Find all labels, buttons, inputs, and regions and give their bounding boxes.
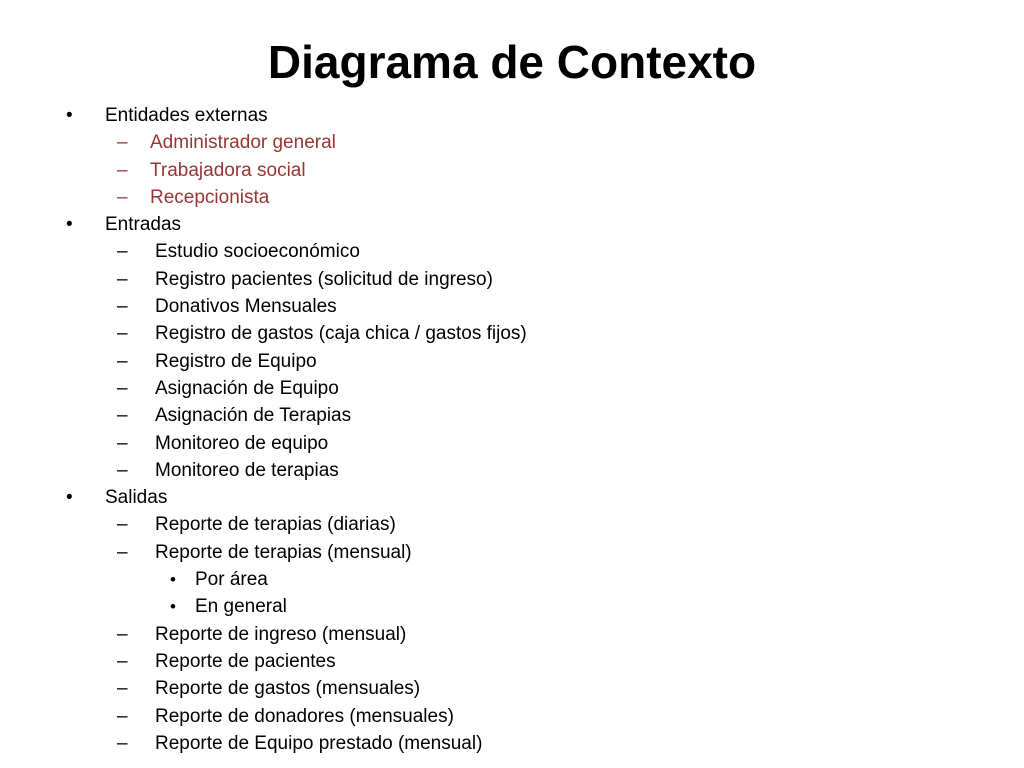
dash-marker: – [117, 350, 128, 372]
list-item-level-2 [0, 566, 1024, 593]
dash-marker: – [117, 296, 128, 318]
list-item-text: Monitoreo de terapias [155, 459, 339, 481]
list-item-level-1 [0, 184, 1024, 211]
list-item-level-1 [0, 539, 1024, 566]
list-item-level-1 [0, 129, 1024, 156]
list-item-level-1 [0, 430, 1024, 457]
list-item-level-1 [0, 402, 1024, 429]
slide-title: Diagrama de Contexto [267, 36, 757, 88]
bullet-marker: • [66, 214, 73, 236]
bullet-list [0, 102, 1024, 768]
list-item-level-1 [0, 266, 1024, 293]
dash-marker: – [117, 159, 128, 181]
dash-marker: – [117, 650, 128, 672]
dash-marker: – [117, 459, 128, 481]
list-item-text: Reporte de terapias (diarias) [155, 514, 396, 536]
list-item-level-1 [0, 621, 1024, 648]
list-item-text: Reporte de pacientes [155, 650, 336, 672]
dash-marker: – [117, 732, 128, 754]
list-item-level-1 [0, 648, 1024, 675]
list-item-level-1 [0, 730, 1024, 757]
dash-marker: – [117, 623, 128, 645]
bullet-marker: • [66, 487, 73, 509]
bullet-marker: • [66, 105, 73, 126]
list-item-level-1 [0, 320, 1024, 347]
list-item-text: En general [195, 596, 287, 618]
list-item-level-0 [0, 484, 1024, 511]
list-item-level-1 [0, 375, 1024, 402]
list-item-text: Salidas [105, 487, 168, 509]
list-item-level-1 [0, 157, 1024, 184]
list-item-text: Asignación de Terapias [155, 405, 352, 427]
list-item-level-1 [0, 457, 1024, 484]
list-item-level-1 [0, 703, 1024, 730]
dash-marker: – [117, 705, 128, 727]
dash-marker: – [117, 132, 128, 154]
list-item-text: Monitoreo de equipo [155, 432, 329, 454]
list-item-level-1 [0, 348, 1024, 375]
list-item-text: Asignación de Equipo [155, 377, 339, 399]
list-item-text: Reporte de Equipo prestado (mensual) [155, 732, 483, 754]
list-item-text: Entradas [105, 214, 182, 236]
list-item-text: Registro de Equipo [155, 350, 317, 372]
list-item-text: Trabajadora social [150, 159, 306, 181]
dash-marker: – [117, 678, 128, 700]
list-item-text: Entidades externas [105, 105, 268, 126]
list-item-text: Reporte de ingreso (mensual) [155, 623, 407, 645]
dash-marker: – [117, 377, 128, 399]
dash-marker: – [117, 323, 128, 345]
list-item-text: Por área [195, 569, 268, 591]
bullet-marker: • [170, 597, 176, 617]
list-item-text: Registro pacientes (solicitud de ingreso) [155, 268, 493, 290]
list-item-level-0 [0, 211, 1024, 238]
list-item-level-2 [0, 593, 1024, 620]
list-item-text: Administrador general [150, 132, 336, 154]
list-item-text: Donativos Mensuales [155, 296, 337, 318]
list-item-level-0 [0, 102, 1024, 129]
dash-marker: – [117, 514, 128, 536]
list-item-level-1 [0, 511, 1024, 538]
bullet-marker: • [170, 570, 176, 590]
list-item-text: Reporte de donadores (mensuales) [155, 705, 454, 727]
list-item-text: Reporte de gastos (mensuales) [155, 678, 421, 700]
list-item-text: Reporte de terapias (mensual) [155, 541, 412, 563]
dash-marker: – [117, 268, 128, 290]
list-item-level-1 [0, 675, 1024, 702]
list-item-text: Registro de gastos (caja chica / gastos fijos) [155, 323, 527, 345]
dash-marker: – [117, 405, 128, 427]
list-item-level-1 [0, 293, 1024, 320]
dash-marker: – [117, 241, 128, 263]
list-item-level-1 [0, 238, 1024, 265]
dash-marker: – [117, 541, 128, 563]
list-item-text: Recepcionista [150, 186, 270, 208]
dash-marker: – [117, 186, 128, 208]
list-item-text: Estudio socioeconómico [155, 241, 360, 263]
dash-marker: – [117, 432, 128, 454]
